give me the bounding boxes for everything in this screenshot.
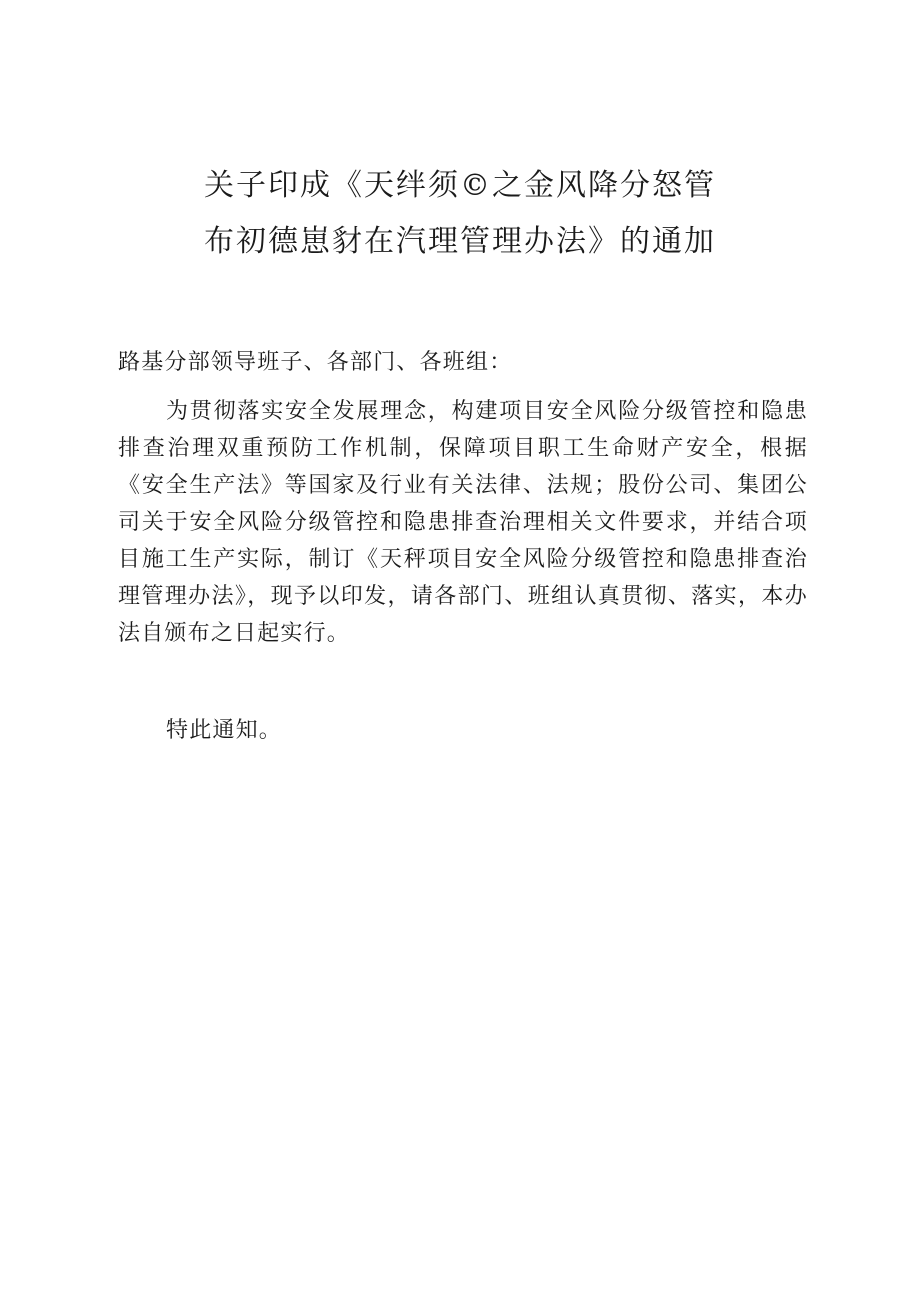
document-title-line-1: 关子印成《天绊须©之金风降分怒管 [204, 168, 716, 203]
document-title-line-2: 布初德崽豺在汽理管理办法》的通加 [204, 224, 716, 259]
closing-remark: 特此通知。 [166, 718, 283, 743]
body-paragraph: 为贯彻落实安全发展理念，构建项目安全风险分级管控和隐患排查治理双重预防工作机制，保障项目职工生命财产安全，根据《安全生产法》等国家及行业有关法律、法规；股份公司、集团公司关于安全风险分级管控和隐患排查治理相关文件要求，并结合项目施工生产实际，制订《天秤项目安全风险分级管控和隐患排查治理管理办法》，现予以印发，请各部门、班组认真贯彻、落实，本办法自颁布之日起实行。 [118, 399, 808, 646]
salutation: 路基分部领导班子、各部门、各班组： [118, 350, 513, 375]
